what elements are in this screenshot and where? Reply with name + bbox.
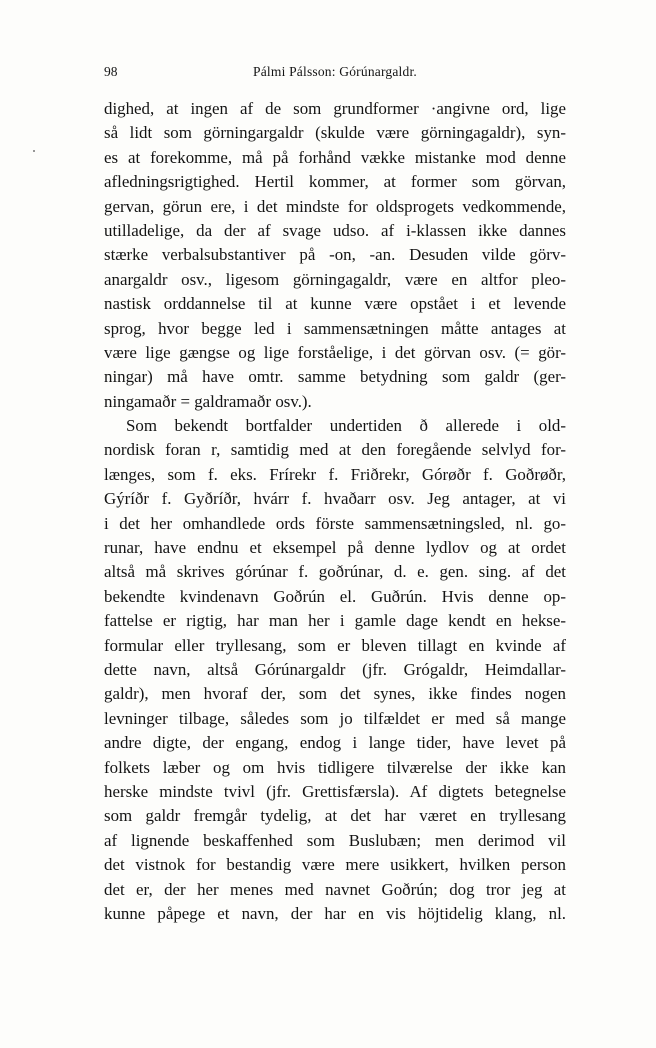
text-line: dette navn, altså Górúnargaldr (jfr. Grógaldr, Heimdallar- — [104, 659, 566, 679]
text-line: bekendte kvindenavn Goðrún el. Guðrún. Hvis denne op- — [104, 586, 566, 606]
text-line: så lidt som görningargaldr (skulde være görningagaldr), syn- — [104, 123, 566, 143]
text-line: es at forekomme, må på forhånd vække mistanke mod denne — [104, 147, 566, 167]
text-line: gervan, görun ere, i det mindste for oldsprogets vedkommende, — [104, 196, 566, 216]
text-line: længes, som f. eks. Frírekr f. Friðrekr, Górøðr f. Goðrøðr, — [104, 464, 566, 484]
text-line: fattelse er rigtig, har man her i gamle dage kendt en hekse- — [104, 611, 566, 631]
text-line: altså må skrives górúnar f. goðrúnar, d. e. gen. sing. af det — [104, 562, 566, 582]
page-header — [104, 64, 566, 86]
text-line: ningar) må have omtr. samme betydning som galdr (ger- — [104, 367, 566, 387]
text-line: sprog, hvor begge led i sammensætningen måtte antages at — [104, 318, 566, 338]
text-line: i det her omhandlede ords förste sammensætningsled, nl. go- — [104, 513, 566, 533]
text-line: det vistnok for bestandig være mere usikkert, hvilken person — [104, 855, 566, 875]
text-line: anargaldr osv., ligesom görningagaldr, være en altfor pleo- — [104, 269, 566, 289]
text-line: stærke verbalsubstantiver på -on, -an. Desuden vilde görv- — [104, 245, 566, 265]
text-line: formular eller tryllesang, som er bleven tillagt en kvinde af — [104, 635, 566, 655]
text-line: af lignende beskaffenhed som Buslubæn; men derimod vil — [104, 830, 566, 850]
text-line: dighed, at ingen af de som grundformer ·angivne ord, lige — [104, 99, 566, 118]
body-text — [104, 97, 566, 926]
text-line: kunne påpege et navn, der har en vis höjtidelig klang, nl. — [104, 903, 566, 923]
text-line: herske mindste tvivl (jfr. Grettisfærsla). Af digtets betegnelse — [104, 781, 566, 801]
running-head: Pálmi Pálsson: Górúnargaldr. — [253, 64, 417, 79]
text-line: det er, der her menes med navnet Goðrún; dog tror jeg at — [104, 879, 566, 899]
text-line: galdr), men hvoraf der, som det synes, ikke findes nogen — [104, 684, 566, 704]
text-line: nastisk orddannelse til at kunne være opstået i et levende — [104, 294, 566, 314]
text-line: være lige gængse og lige forståelige, i det görvan osv. (= gör- — [104, 342, 566, 362]
text-line: Som bekendt bortfalder undertiden ð allerede i old- — [126, 416, 566, 436]
text-line: andre digte, der engang, endog i lange tider, have levet på — [104, 733, 566, 753]
text-line: utilladelige, da der af svage udso. af i-klassen ikke dannes — [104, 220, 566, 240]
margin-speck — [33, 150, 35, 152]
text-line: nordisk foran r, samtidig med at den foregående selvlyd for- — [104, 440, 566, 460]
text-line: ningamaðr = galdramaðr osv.). — [104, 391, 312, 411]
text-line: afledningsrigtighed. Hertil kommer, at former som görvan, — [104, 172, 566, 192]
page-number: 98 — [104, 64, 118, 79]
text-line: levninger tilbage, således som jo tilfældet er med så mange — [104, 708, 566, 728]
text-line: folkets læber og om hvis tidligere tilværelse der ikke kan — [104, 757, 566, 777]
text-line: runar, have endnu et eksempel på denne lydlov og at ordet — [104, 538, 566, 558]
text-line: som galdr fremgår tydelig, at det har været en tryllesang — [104, 806, 566, 826]
text-line: Gýríðr f. Gyðríðr, hvárr f. hvaðarr osv. Jeg antager, at vi — [104, 489, 566, 509]
